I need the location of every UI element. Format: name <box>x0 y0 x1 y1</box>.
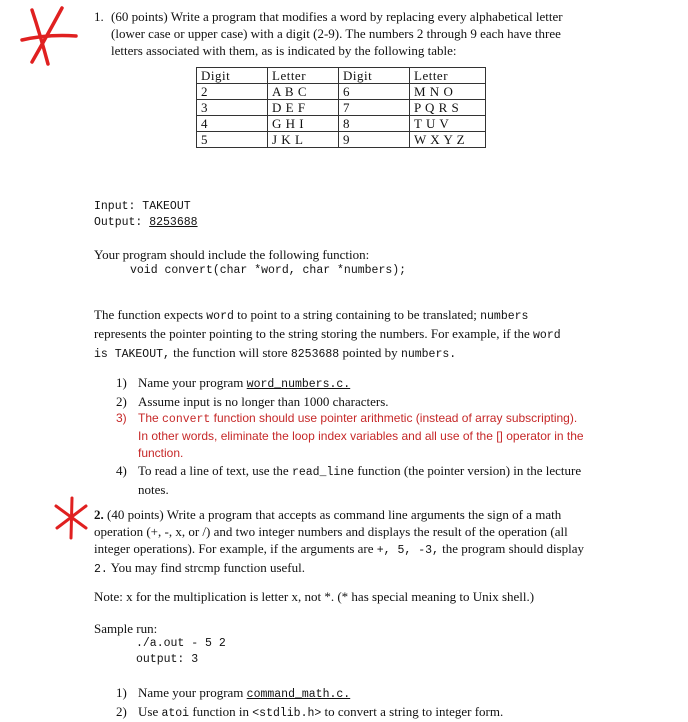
list-code: atoi <box>161 707 190 720</box>
table-cell: 3 <box>197 100 268 116</box>
list-code: word_numbers.c. <box>246 378 351 391</box>
q2-text: (40 points) Write a program that accepts as command line arguments the sign of a math operation (+, -, x, or /) and two integer numbers and displays the result of the operation (all integer operations). For example, if the arguments are <box>94 507 568 556</box>
sample-output-label: Output: <box>94 216 150 229</box>
sample-run-command: ./a.out - 5 2 <box>136 637 226 650</box>
table-row <box>197 116 486 132</box>
q2-text: You may find strcmp function useful. <box>107 560 305 575</box>
list-text: Assume input is no longer than 1000 characters. <box>138 394 389 409</box>
list-code: convert <box>162 413 211 426</box>
table-header-row <box>197 68 486 84</box>
table-cell: 2 <box>197 84 268 100</box>
table-header-cell: Digit <box>339 68 410 84</box>
q1-number: 1. <box>94 9 104 24</box>
table-cell: G H I <box>268 116 339 132</box>
list-item <box>116 703 586 722</box>
list-item <box>116 374 586 393</box>
list-number: 4) <box>116 463 127 478</box>
explain-code: numbers. <box>400 348 457 361</box>
explain-text: The function expects <box>94 307 207 322</box>
list-code: <stdlib.h> <box>252 707 322 720</box>
list-text: Name your program <box>138 375 247 390</box>
q2-number: 2. <box>94 507 104 522</box>
list-text: to convert a string to integer form. <box>321 704 504 719</box>
table-cell: 9 <box>339 132 410 148</box>
explain-code: 8253688 <box>290 348 340 361</box>
table-row <box>197 84 486 100</box>
table-cell: 6 <box>339 84 410 100</box>
list-text: To read a line of text, use the <box>138 463 292 478</box>
table-cell: A B C <box>268 84 339 100</box>
list-item <box>116 410 586 462</box>
list-number: 1) <box>116 685 127 700</box>
list-text: Use <box>138 704 162 719</box>
sample-output-value: 8253688 <box>149 216 198 229</box>
q2-code: +, 5, -3, <box>376 544 439 557</box>
sample-run-output: output: 3 <box>136 653 199 666</box>
explain-text: to point to a string containing to be translated; <box>233 307 481 322</box>
function-intro: Your program should include the following function: <box>94 247 370 262</box>
red-star-mark-q1 <box>18 4 80 68</box>
table-row <box>197 100 486 116</box>
list-code: read_line <box>291 466 355 479</box>
explain-code: numbers <box>480 310 529 323</box>
sample-run-label: Sample run: <box>94 621 158 636</box>
table-cell: M N O <box>410 84 486 100</box>
table-cell: 5 <box>197 132 268 148</box>
q1-intro: (60 points) Write a program that modifies a word by replacing every alphabetical letter (lower case or upper case) with a digit (2-9). The numbers 2 through 9 each have three letters associated with them, as is indicated by the following table: <box>111 9 563 58</box>
list-item <box>116 684 586 703</box>
list-text: function should use pointer arithmetic (instead of array subscripting). In other words, eliminate the loop index variables and all use of the [] operator in the function. <box>138 411 584 460</box>
list-text: function in <box>189 704 253 719</box>
list-item <box>116 462 586 498</box>
table-cell: D E F <box>268 100 339 116</box>
table-header-cell: Letter <box>410 68 486 84</box>
list-number: 3) <box>116 411 127 425</box>
table-header-cell: Digit <box>197 68 268 84</box>
table-cell: T U V <box>410 116 486 132</box>
sample-output-line <box>94 216 198 229</box>
list-number: 2) <box>116 394 127 409</box>
table-cell: 8 <box>339 116 410 132</box>
explain-text: the function will store <box>169 345 291 360</box>
table-row <box>197 132 486 148</box>
q2-intro <box>94 506 594 578</box>
table-cell: P Q R S <box>410 100 486 116</box>
table-cell: 4 <box>197 116 268 132</box>
function-explanation <box>94 306 574 363</box>
digit-letter-table <box>196 67 486 148</box>
list-text: Name your program <box>138 685 247 700</box>
q2-note: Note: x for the multiplication is letter x, not *. (* has special meaning to Unix shell.) <box>94 589 535 604</box>
function-signature: void convert(char *word, char *numbers); <box>130 264 407 277</box>
q2-requirements-list <box>116 684 586 722</box>
table-cell: J K L <box>268 132 339 148</box>
explain-text: represents the pointer pointing to the string storing the numbers. For example, if the <box>94 326 534 341</box>
list-item <box>116 393 586 410</box>
table-header-cell: Letter <box>268 68 339 84</box>
q2-text: the program should display <box>438 541 585 556</box>
list-code: command_math.c. <box>246 688 351 701</box>
list-number: 1) <box>116 375 127 390</box>
explain-code: word <box>206 310 234 323</box>
list-text: The <box>138 411 163 425</box>
explain-text: pointed by <box>339 345 401 360</box>
list-text: function (the pointer version) in the lecture notes. <box>138 463 582 497</box>
red-star-mark-q2 <box>52 496 92 540</box>
q1-requirements-list <box>116 374 586 498</box>
table-cell: W X Y Z <box>410 132 486 148</box>
list-number: 2) <box>116 704 127 719</box>
sample-input-line: Input: TAKEOUT <box>94 200 191 213</box>
table-cell: 7 <box>339 100 410 116</box>
explain-code: word is TAKEOUT, <box>94 329 561 361</box>
q2-code: 2. <box>94 563 108 576</box>
